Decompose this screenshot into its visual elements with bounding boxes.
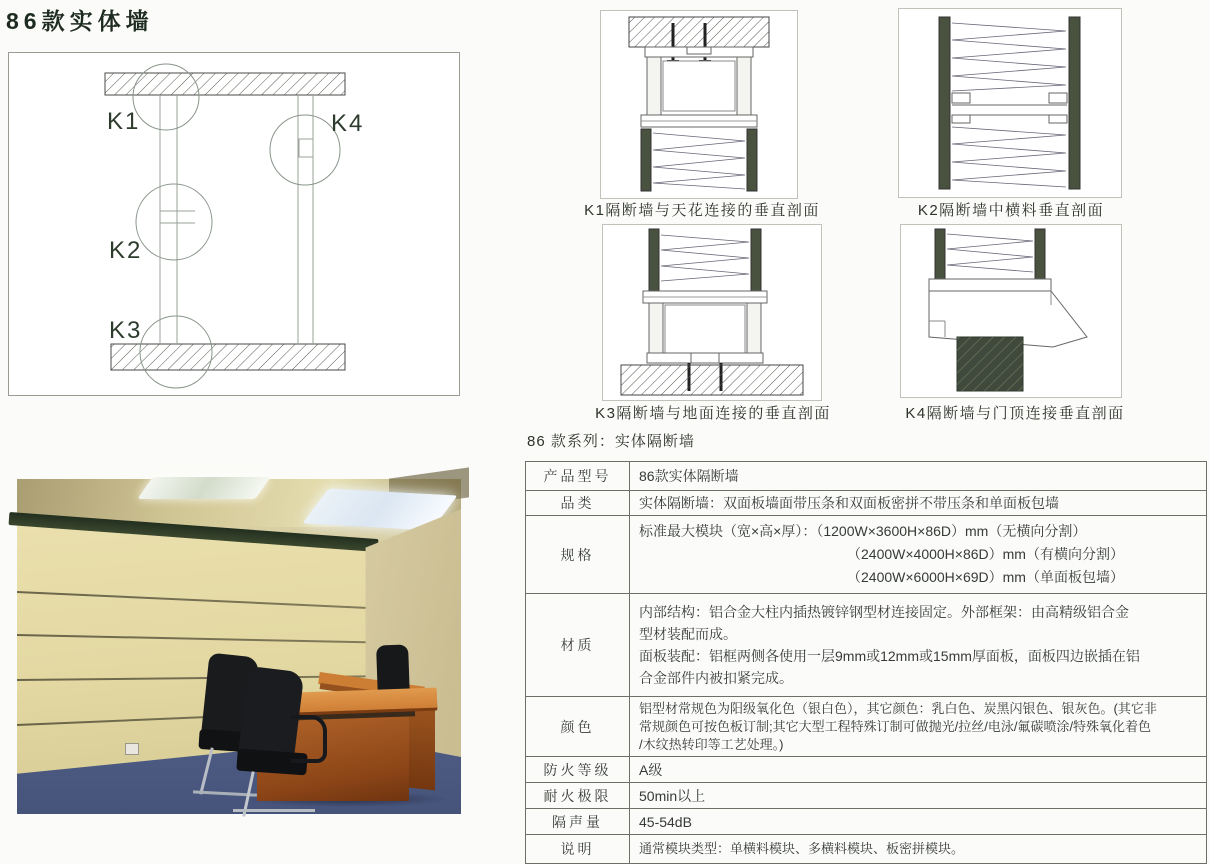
k4-label: K4	[331, 110, 365, 137]
spec-value	[630, 697, 1207, 757]
floor-slab	[111, 344, 345, 370]
spec-row-color	[526, 697, 1207, 757]
spec-label: 材质	[526, 594, 630, 697]
k1-section-figure	[600, 10, 798, 199]
spec-value: 45-54dB	[630, 809, 1207, 835]
spec-label: 颜色	[526, 697, 630, 757]
k4-section-drawing	[901, 225, 1119, 395]
spec-label: 品类	[526, 491, 630, 516]
panel-seam	[17, 675, 369, 681]
k2-section-drawing	[899, 9, 1119, 195]
wall-overview-drawing	[9, 53, 459, 395]
spec-row-model	[526, 462, 1207, 491]
panel-seam	[17, 634, 369, 643]
spec-label: 说明	[526, 835, 630, 864]
spec-label: 规格	[526, 516, 630, 594]
spec-line: /木纹热转印等工艺处理。)	[639, 737, 784, 753]
series-label: 86 款系列：实体隔断墙	[527, 433, 695, 450]
spec-line: 常规颜色可按色板订制;其它大型工程特殊订制可做抛光/拉丝/电泳/氟碳喷涂/特殊氧化着色	[639, 719, 1152, 735]
k1-caption: K1隔断墙与天花连接的垂直剖面	[584, 202, 820, 219]
k4-section-figure	[900, 224, 1122, 398]
spec-line: 合金部件内被扣紧完成。	[639, 670, 793, 687]
spec-value: 通常模块类型：单横料模块、多横料模块、板密拼模块。	[630, 835, 1207, 864]
spec-row-fire-resistance	[526, 783, 1207, 809]
k1-label: K1	[107, 108, 141, 135]
spec-line: （2400W×4000H×86D）mm（有横向分割）	[847, 546, 1124, 563]
panel-seam	[17, 591, 369, 609]
ceiling-slab	[105, 73, 345, 95]
spec-label: 产品型号	[526, 462, 630, 491]
photo-chair-base	[233, 809, 315, 812]
photo-wall-outlet	[125, 743, 139, 755]
spec-value: 86款实体隔断墙	[630, 462, 1207, 491]
k2-detail-circle	[136, 184, 212, 260]
spec-row-sound-insulation	[526, 809, 1207, 835]
spec-label: 防火等级	[526, 757, 630, 783]
spec-row-category	[526, 491, 1207, 516]
k3-section-figure	[602, 224, 822, 401]
spec-line: 铝型材常规色为阳级氧化色（银白色），其它颜色：乳白色、炭黑闪银色、银灰色。(其它非	[639, 701, 1157, 717]
spec-line: 标准最大模块（宽×高×厚）：（1200W×3600H×86D）mm（无横向分割）	[639, 523, 1087, 540]
spec-value	[630, 594, 1207, 697]
page-title: 86款实体墙	[6, 8, 154, 34]
wall-overview-diagram	[8, 52, 460, 396]
spec-row-material	[526, 594, 1207, 697]
ceiling-light	[137, 477, 270, 499]
spec-line: 型材装配而成。	[639, 626, 737, 643]
k2-section-figure	[898, 8, 1122, 198]
k3-section-drawing	[603, 225, 819, 398]
spec-line: （2400W×6000H×69D）mm（单面板包墙）	[847, 569, 1124, 586]
spec-line: 面板装配：铝框两侧各使用一层9mm或12mm或15mm厚面板，面板四边嵌插在铝	[639, 648, 1140, 665]
k3-label: K3	[109, 317, 143, 344]
spec-value: 50min以上	[630, 783, 1207, 809]
spec-row-dimensions	[526, 516, 1207, 594]
k2-label: K2	[109, 237, 143, 264]
showroom-photo	[17, 479, 461, 814]
k1-section-drawing	[601, 11, 795, 196]
k4-caption: K4隔断墙与门顶连接垂直剖面	[905, 405, 1125, 422]
photo-chair-armrest	[291, 715, 327, 763]
k3-caption: K3隔断墙与地面连接的垂直剖面	[595, 405, 831, 422]
spec-table	[525, 461, 1207, 864]
spec-label: 耐火极限	[526, 783, 630, 809]
k2-caption: K2隔断墙中横料垂直剖面	[917, 202, 1105, 219]
spec-line: 内部结构：铝合金大柱内插热镀锌钢型材连接固定。外部框架：由高精级铝合金	[639, 604, 1129, 621]
spec-label: 隔声量	[526, 809, 630, 835]
spec-value	[630, 516, 1207, 594]
spec-row-notes	[526, 835, 1207, 864]
spec-row-fire-rating	[526, 757, 1207, 783]
spec-value: A级	[630, 757, 1207, 783]
spec-value: 实体隔断墙：双面板墙面带压条和双面板密拼不带压条和单面板包墙	[630, 491, 1207, 516]
